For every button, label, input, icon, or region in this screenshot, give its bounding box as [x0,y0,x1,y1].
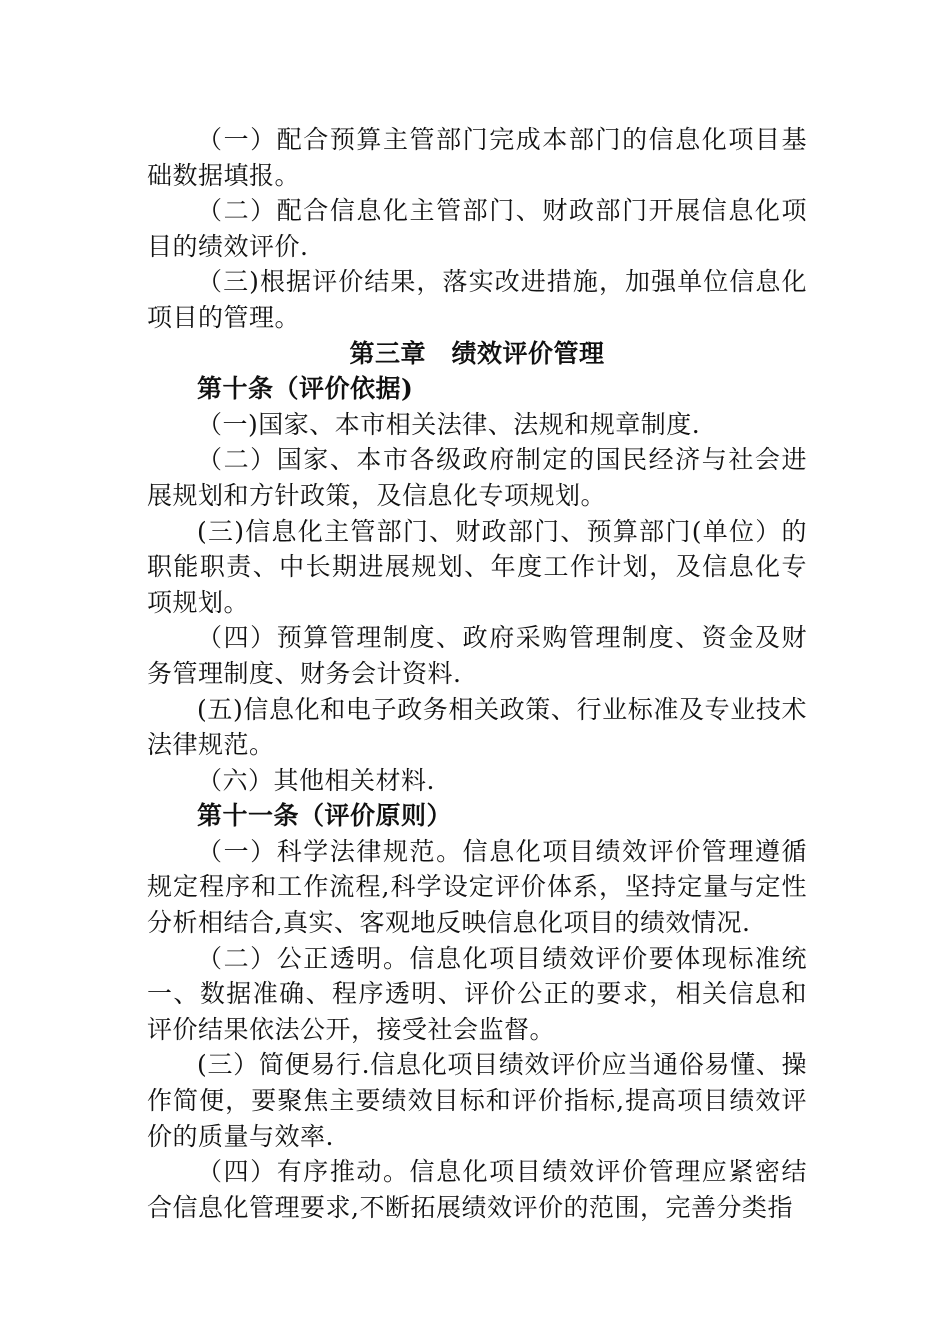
paragraph: （三)根据评价结果，落实改进措施，加强单位信息化项目的管理。 [147,267,807,332]
paragraph: （一)国家、本市相关法律、法规和规章制度. [197,409,701,439]
paragraph: (三)信息化主管部门、财政部门、预算部门(单位）的职能职责、中长期进展规划、年度工作计划，及信息化专项规划。 [147,516,807,617]
article-heading: 第十一条（评价原则） [197,801,453,831]
article-heading: 第十条（评价依据) [197,374,414,404]
paragraph: （六）其他相关材料. [197,765,435,795]
paragraph: （四）预算管理制度、政府采购管理制度、资金及财务管理制度、财务会计资料. [147,623,807,688]
chapter-heading: 第三章 绩效评价管理 [349,338,605,368]
paragraph: （二）配合信息化主管部门、财政部门开展信息化项目的绩效评价. [147,196,807,261]
document-body [147,122,807,1225]
paragraph: （一）科学法律规范。信息化项目绩效评价管理遵循规定程序和工作流程,科学设定评价体系，坚持定量与定性分析相结合,真实、客观地反映信息化项目的绩效情况. [147,836,807,938]
paragraph: （二）公正透明。信息化项目绩效评价要体现标准统一、数据准确、程序透明、评价公正的要求，相关信息和评价结果依法公开，接受社会监督。 [147,943,807,1044]
paragraph: （二）国家、本市各级政府制定的国民经济与社会进展规划和方针政策，及信息化专项规划。 [147,445,807,510]
paragraph: （四）有序推动。信息化项目绩效评价管理应紧密结合信息化管理要求,不断拓展绩效评价的范围，完善分类指 [147,1157,807,1222]
paragraph: （一）配合预算主管部门完成本部门的信息化项目基础数据填报。 [147,125,807,190]
paragraph: (五)信息化和电子政务相关政策、行业标准及专业技术法律规范。 [147,694,807,760]
paragraph: (三）简便易行.信息化项目绩效评价应当通俗易懂、操作简便，要聚焦主要绩效目标和评价指标,提高项目绩效评价的质量与效率. [147,1050,807,1151]
